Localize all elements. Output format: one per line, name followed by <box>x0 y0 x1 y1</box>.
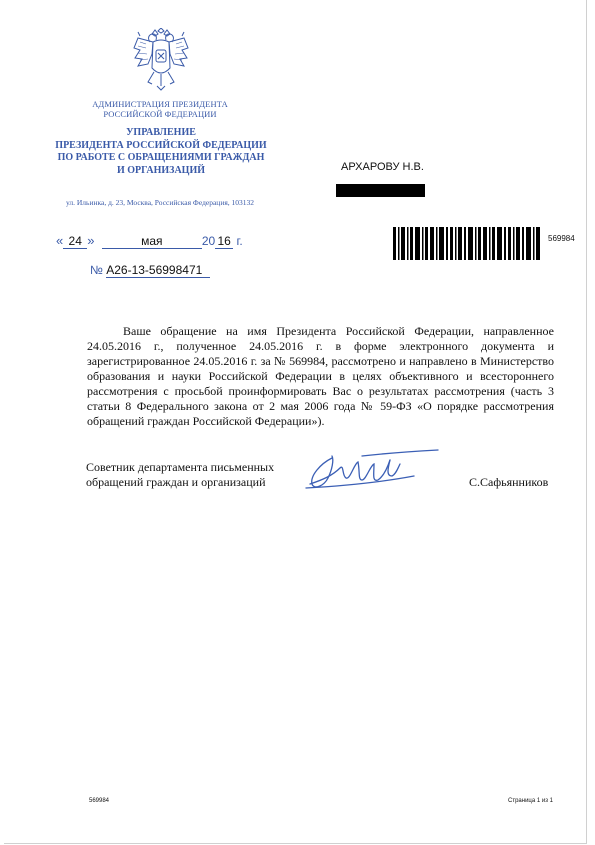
date-open-quote: « <box>56 233 64 248</box>
date-year-suffix: 16 <box>215 234 233 249</box>
date-year-prefix: 20 <box>201 234 216 248</box>
double-headed-eagle-emblem-icon <box>132 28 190 92</box>
barcode-image <box>393 227 541 260</box>
document-number: А26-13-56998471 <box>106 263 210 278</box>
administration-line: АДМИНИСТРАЦИЯ ПРЕЗИДЕНТА <box>92 99 228 109</box>
number-sign: № <box>90 263 103 277</box>
department-line: ПРЕЗИДЕНТА РОССИЙСКОЙ ФЕДЕРАЦИИ <box>55 139 267 151</box>
administration-line: РОССИЙСКОЙ ФЕДЕРАЦИИ <box>103 109 217 119</box>
handwritten-signature <box>302 446 442 496</box>
sender-address: ул. Ильинка, д. 23, Москва, Российская Федерация, 103132 <box>65 198 255 207</box>
footer-page-number: Страница 1 из 1 <box>508 798 553 804</box>
administration-title <box>60 99 260 119</box>
department-line: ПО РАБОТЕ С ОБРАЩЕНИЯМИ ГРАЖДАН <box>57 152 265 163</box>
signatory-title-line: Советник департамента письменных <box>86 460 275 474</box>
date-close-quote: » <box>87 233 95 248</box>
department-title <box>48 127 274 177</box>
department-line: УПРАВЛЕНИЕ <box>126 127 196 138</box>
recipient-name: АРХАРОВУ Н.В. <box>341 161 424 173</box>
signatory-title-line: обращений граждан и организаций <box>86 475 266 489</box>
letter-body-text: Ваше обращение на имя Президента Российской Федерации, направленное 24.05.2016 г., полученное 24.05.2016 г. в форме электронного документа и зарегистрированное 24.05.2016 г. за № 569984, рассмотрено и направлено в Министерство образования и науки Российской Федерации в целях объективного и всестороннего рассмотрения с просьбой проинформировать Вас о результатах рассмотрения (часть 3 статьи 8 Федерального закона от 2 мая 2006 года № 59-ФЗ «О порядке рассмотрения обращений граждан Российской Федерации»). <box>87 324 554 428</box>
date-day: 24 <box>63 234 87 249</box>
redaction-block <box>336 184 425 197</box>
signatory-title <box>86 460 306 490</box>
footer-doc-id: 569984 <box>89 798 110 804</box>
letter-body <box>87 324 554 429</box>
department-line: И ОРГАНИЗАЦИЙ <box>116 164 206 176</box>
date-year-abbr: г. <box>236 234 243 248</box>
document-date <box>56 233 243 249</box>
signatory-name: С.Сафьянников <box>469 475 549 489</box>
barcode-number: 569984 <box>548 234 575 243</box>
date-month: мая <box>102 234 202 249</box>
document-number-line <box>90 263 210 278</box>
